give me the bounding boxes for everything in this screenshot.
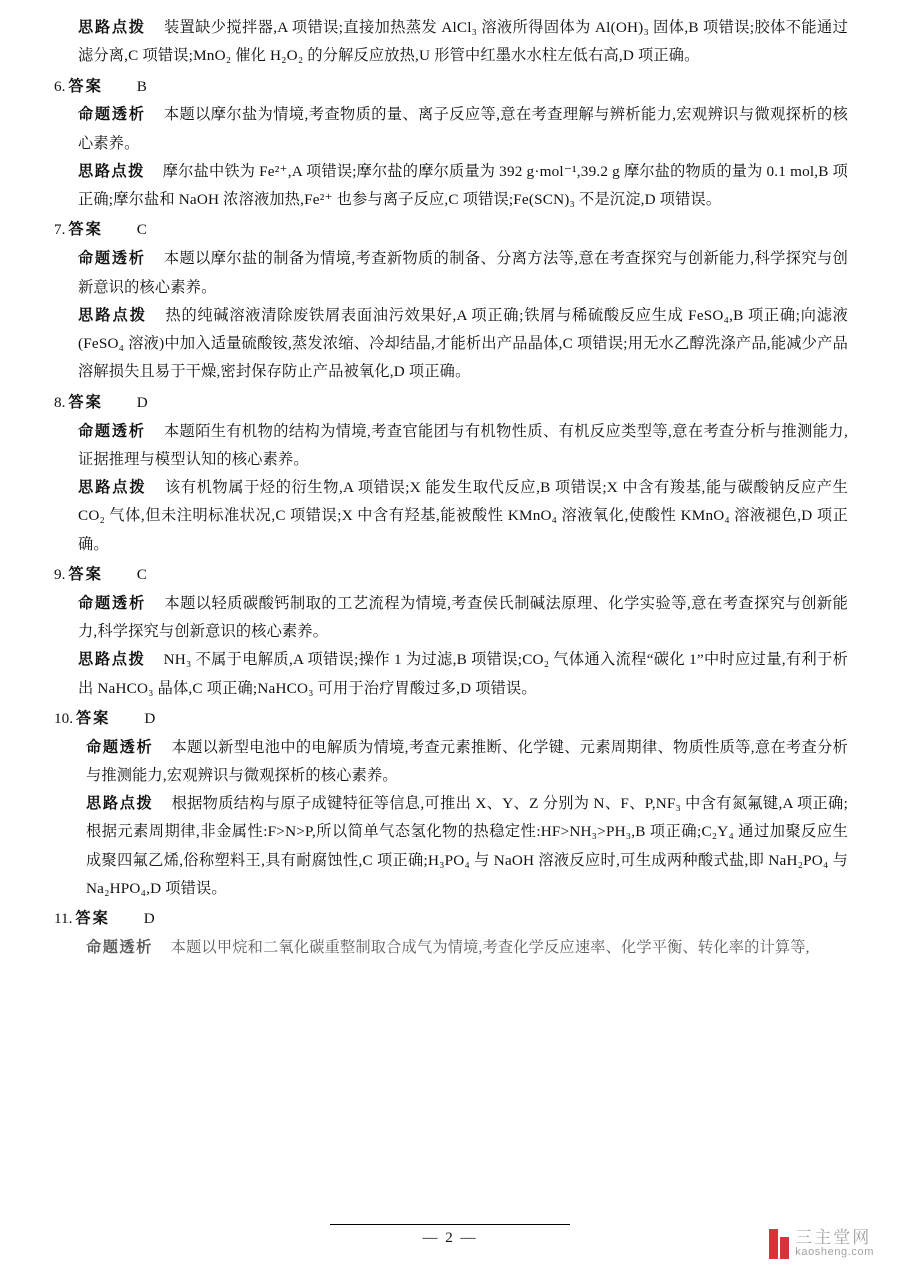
analysis-label: 命题透析 [86, 939, 153, 957]
answer-line [52, 705, 848, 734]
qa-block-8 [52, 389, 848, 559]
answer-label: 答案 [68, 221, 103, 239]
answer-label: 答案 [68, 565, 103, 583]
question-number: 6. [54, 77, 66, 95]
question-number: 7. [54, 221, 66, 239]
qa-block-7 [52, 216, 848, 386]
watermark-logo-icon [769, 1229, 789, 1259]
hint-label: 思路点拨 [78, 306, 147, 324]
answer-line [52, 561, 848, 590]
question-number: 10. [54, 709, 73, 727]
answer-value: C [136, 565, 147, 583]
hint-text: 该有机物属于烃的衍生物,A 项错误;X 能发生取代反应,B 项错误;X 中含有羧基,能与碳酸钠反应产生 CO₂ 气体,但未注明标准状况,C 项错误;X 中含有羟基,能被酸性 KMnO₄ 溶液氧化,使酸性 KMnO₄ 溶液褪色,D 项正确。 [78, 479, 848, 553]
analysis-text: 本题陌生有机物的结构为情境,考查官能团与有机物性质、有机反应类型等,意在考查分析与推测能力,证据推理与模型认知的核心素养。 [78, 422, 849, 468]
analysis-label: 命题透析 [78, 422, 146, 440]
analysis-label: 命题透析 [78, 106, 146, 124]
analysis-paragraph [52, 245, 848, 302]
answer-value: D [143, 910, 155, 928]
answer-label: 答案 [75, 709, 111, 727]
answer-line [52, 216, 848, 245]
hint-label: 思路点拨 [86, 795, 154, 813]
answer-label: 答案 [75, 910, 110, 928]
question-number: 9. [54, 565, 66, 583]
hint-text: 装置缺少搅拌器,A 项错误;直接加热蒸发 AlCl₃ 溶液所得固体为 Al(OH)₃ 固体,B 项错误;胶体不能通过滤分离,C 项错误;MnO₂ 催化 H₂O₂ 的分解反应放热,U 形管中红墨水水柱左低右高,D 项正确。 [78, 19, 849, 65]
analysis-paragraph [52, 101, 848, 158]
analysis-text: 本题以摩尔盐为情境,考查物质的量、离子反应等,意在考查理解与辨析能力,宏观辨识与微观探析的核心素养。 [78, 106, 849, 152]
answer-label: 答案 [68, 77, 103, 95]
hint-paragraph [52, 474, 848, 559]
question-number: 8. [54, 393, 66, 411]
hint-text: 热的纯碱溶液清除废铁屑表面油污效果好,A 项正确;铁屑与稀硫酸反应生成 FeSO₄,B 项正确;向滤液(FeSO₄ 溶液)中加入适量硫酸铵,蒸发浓缩、冷却结晶,才能析出产品晶体,C 项错误;用无水乙醇洗涤产品,能减少产品溶解损失且易于干燥,密封保存防止产品被氧化,D 项正确。 [78, 306, 849, 381]
analysis-paragraph [52, 734, 848, 791]
qa-block-6 [52, 73, 848, 215]
analysis-text: 本题以新型电池中的电解质为情境,考查元素推断、化学键、元素周期律、物质性质等,意在考查分析与推测能力,宏观辨识与微观探析的核心素养。 [86, 738, 849, 784]
page-number: — 2 — [422, 1230, 478, 1246]
answer-value: D [136, 393, 148, 411]
analysis-text: 本题以甲烷和二氧化碳重整制取合成气为情境,考查化学反应速率、化学平衡、转化率的计算等, [170, 939, 810, 957]
qa-block-10 [52, 705, 848, 903]
hint-paragraph [52, 790, 848, 903]
footer-divider [330, 1224, 570, 1225]
answer-line [52, 905, 848, 934]
question-number: 11. [54, 910, 73, 928]
hint-label: 思路点拨 [78, 162, 145, 180]
hint-paragraph [52, 14, 848, 71]
hint-block-intro [52, 14, 848, 71]
answer-value: B [136, 77, 147, 95]
hint-label: 思路点拨 [78, 19, 146, 36]
hint-paragraph [52, 158, 848, 215]
answer-value: D [144, 709, 156, 727]
answer-line [52, 73, 848, 102]
analysis-text: 本题以摩尔盐的制备为情境,考查新物质的制备、分离方法等,意在考查探究与创新能力,科学探究与创新意识的核心素养。 [78, 250, 849, 296]
analysis-label: 命题透析 [86, 738, 154, 756]
analysis-text: 本题以轻质碳酸钙制取的工艺流程为情境,考查侯氏制碱法原理、化学实验等,意在考查探究与创新能力,科学探究与创新意识的核心素养。 [78, 594, 849, 641]
answer-line [52, 389, 848, 418]
analysis-label: 命题透析 [78, 594, 147, 612]
qa-block-11 [52, 905, 848, 962]
watermark-text [795, 1229, 874, 1258]
hint-label: 思路点拨 [78, 651, 146, 669]
site-watermark [769, 1229, 874, 1259]
watermark-cn: 三主堂网 [795, 1228, 872, 1248]
analysis-label: 命题透析 [78, 250, 146, 268]
hint-text: 根据物质结构与原子成键特征等信息,可推出 X、Y、Z 分别为 N、F、P,NF₃ 中含有氮氟键,A 项正确;根据元素周期律,非金属性:F>N>P,所以简单气态氢化物的热稳定性:HF>NH₃>PH₃,B 项正确;C₂Y₄ 通过加聚反应生成聚四氟乙烯,俗称塑料王,具有耐腐蚀性,C 项正确;H₃PO₄ 与 NaOH 溶液反应时,可生成两种酸式盐,即 NaH₂PO₄ 与 Na₂HPO₄,D 项错误。 [86, 795, 849, 898]
analysis-paragraph [52, 934, 848, 962]
answer-value: C [136, 221, 147, 239]
qa-block-9 [52, 561, 848, 703]
hint-label: 思路点拨 [78, 479, 147, 497]
analysis-paragraph [52, 418, 848, 475]
hint-text: NH₃ 不属于电解质,A 项错误;操作 1 为过滤,B 项错误;CO₂ 气体通入流程“碳化 1”中时应过量,有利于析出 NaHCO₃ 晶体,C 项正确;NaHCO₃ 可用于治疗胃酸过多,D 项错误。 [78, 651, 849, 697]
hint-paragraph [52, 646, 848, 703]
hint-paragraph [52, 302, 848, 387]
answer-label: 答案 [68, 393, 103, 411]
analysis-paragraph [52, 590, 848, 647]
watermark-en: kaosheng.com [795, 1246, 874, 1259]
hint-text: 摩尔盐中铁为 Fe²⁺,A 项错误;摩尔盐的摩尔质量为 392 g·mol⁻¹,39.2 g 摩尔盐的物质的量为 0.1 mol,B 项正确;摩尔盐和 NaOH 浓溶液加热,Fe²⁺ 也参与离子反应,C 项错误;Fe(SCN)₃ 不是沉淀,D 项错误。 [78, 162, 849, 209]
